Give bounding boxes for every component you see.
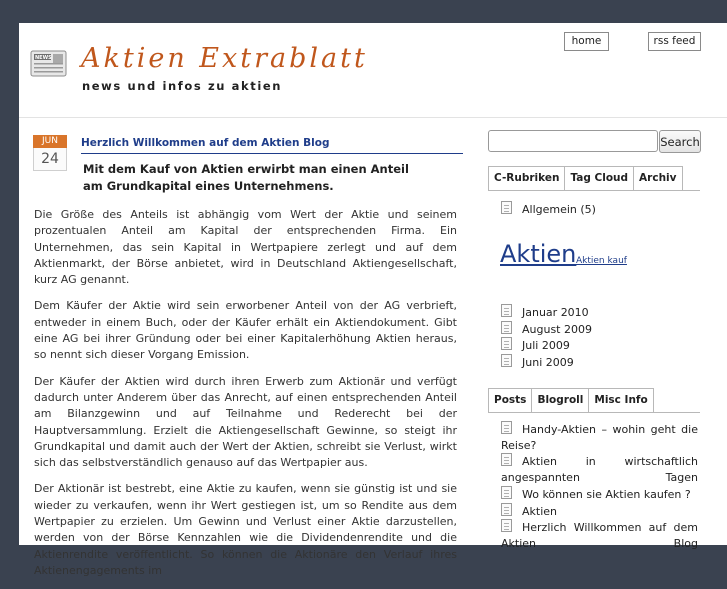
page-icon xyxy=(501,354,512,367)
category-label: Allgemein (5) xyxy=(522,203,596,216)
page-icon xyxy=(501,486,512,499)
page-icon xyxy=(501,304,512,317)
archive-label: August 2009 xyxy=(522,322,592,336)
recent-post-link[interactable] xyxy=(501,486,698,503)
tab-c-rubriken[interactable]: C-Rubriken xyxy=(488,166,565,191)
tag-cloud-aktien[interactable]: Aktien xyxy=(500,240,577,268)
page-icon xyxy=(501,453,512,466)
sidebar-tabs-1 xyxy=(488,166,682,190)
tag-cloud-aktien-kauf[interactable]: Aktien kauf xyxy=(576,256,627,266)
page-icon xyxy=(501,321,512,334)
post-paragraph: Dem Käufer der Aktie wird sein erworbener Anteil von der AG verbrieft, entweder in einem Buch, oder der Käufer erhält ein Aktiendokument. Gibt eine AG bei ihrer Gründung oder bei einer Kapitalerhöhung Aktien heraus, so nennt sich dieser Vorgang Emission. xyxy=(34,299,457,362)
tab-blogroll[interactable]: Blogroll xyxy=(531,388,589,412)
post-paragraph: Der Käufer der Aktien wird durch ihren Erwerb zum Aktionär und verfügt dadurch unter Anderem über das Anrecht, auf einen entsprechenden Anteil am Bilanzgewinn und auf Teilnahme und Rederecht bei der Hauptversammlung. Erzielt die Aktiengesellschaft Gewinne, so steigt ihr Grundkapital und damit auch der Wert der Aktien, schreibt sie Verlust, wirkt sich das selbstverständlich genauso auf das Wertpapier aus. xyxy=(34,374,457,470)
recent-post-label: Aktien xyxy=(522,504,558,518)
date-month: JUN xyxy=(33,135,67,148)
archive-item[interactable] xyxy=(501,337,592,354)
tabs-divider xyxy=(488,190,700,191)
post-paragraph: Die Größe des Anteils ist abhängig vom Wert der Aktie und seinem prozentualen Anteil am Kapital der entsprechenden Firma. Ein Unternehmen, das sein Kapital in Wertpapiere zerlegt und auf dem Aktienmarkt, der Börse anbietet, wird in Deutschland Aktiengesellschaft, kurz AG genannt. xyxy=(34,208,457,287)
svg-text:NEWS: NEWS xyxy=(35,55,52,61)
archive-label: Januar 2010 xyxy=(522,306,589,319)
archive-label: Juni 2009 xyxy=(522,355,574,369)
recent-post-link[interactable] xyxy=(501,453,698,485)
home-link[interactable]: home xyxy=(564,32,609,51)
site-tagline: news und infos zu aktien xyxy=(82,79,283,93)
recent-post-link[interactable] xyxy=(501,421,698,453)
date-day: 24 xyxy=(33,148,67,171)
recent-post-label: Aktien in wirtschaftlich angespannten Tagen xyxy=(501,455,698,485)
post-paragraph: Der Aktionär ist bestrebt, eine Aktie zu kaufen, wenn sie günstig ist und sie wieder zu verkaufen, wenn ihr Wert gestiegen ist, um so Rendite aus dem Wertpapier zu erzielen. Um Gewinn und Verlust einer Aktie darzustellen, werden von der Börse Kennzahlen wie die Dividendenrendite und die Aktienrendite veröffentlicht. So können die Aktionäre den Verlauf ihres Aktienengagements im xyxy=(34,482,457,577)
archive-label: Juli 2009 xyxy=(522,339,570,352)
sidebar-tabs-2 xyxy=(488,388,653,412)
post-lead: Mit dem Kauf von Aktien erwirbt man einen Anteil am Grundkapital eines Unternehmens. xyxy=(83,162,409,193)
page-icon xyxy=(501,519,512,532)
tab-tag-cloud[interactable]: Tag Cloud xyxy=(564,166,634,190)
site-title[interactable]: Aktien Extrablatt xyxy=(81,43,368,74)
page xyxy=(19,23,727,577)
archive-item[interactable] xyxy=(501,304,592,321)
recent-post-label: Herzlich Willkommen auf dem Aktien Blog xyxy=(501,521,698,550)
tab-misc-info[interactable]: Misc Info xyxy=(588,388,653,412)
category-item[interactable] xyxy=(501,201,596,216)
page-icon xyxy=(501,503,512,516)
tab-archiv[interactable]: Archiv xyxy=(633,166,682,190)
post-title-link[interactable]: Herzlich Willkommen auf dem Aktien Blog xyxy=(81,137,463,154)
recent-post-link[interactable] xyxy=(501,503,698,520)
page-icon xyxy=(501,201,512,214)
recent-post-label: Handy-Aktien – wohin geht die Reise? xyxy=(501,423,698,452)
page-icon xyxy=(501,421,512,434)
search-input[interactable] xyxy=(488,130,658,152)
post-body xyxy=(34,207,457,589)
recent-post-label: Wo können sie Aktien kaufen ? xyxy=(522,487,691,501)
archive-item[interactable] xyxy=(501,354,592,371)
recent-post-link[interactable] xyxy=(501,519,698,551)
newspaper-icon[interactable] xyxy=(30,48,68,78)
recent-posts-list xyxy=(501,421,698,552)
archive-list xyxy=(501,304,592,370)
search-button[interactable]: Search xyxy=(659,130,701,153)
date-badge xyxy=(33,135,67,171)
archive-item[interactable] xyxy=(501,321,592,338)
page-icon xyxy=(501,337,512,350)
header xyxy=(19,23,727,118)
rss-feed-link[interactable]: rss feed xyxy=(648,32,701,51)
tab-posts[interactable]: Posts xyxy=(488,388,532,413)
tabs-divider xyxy=(488,412,700,413)
